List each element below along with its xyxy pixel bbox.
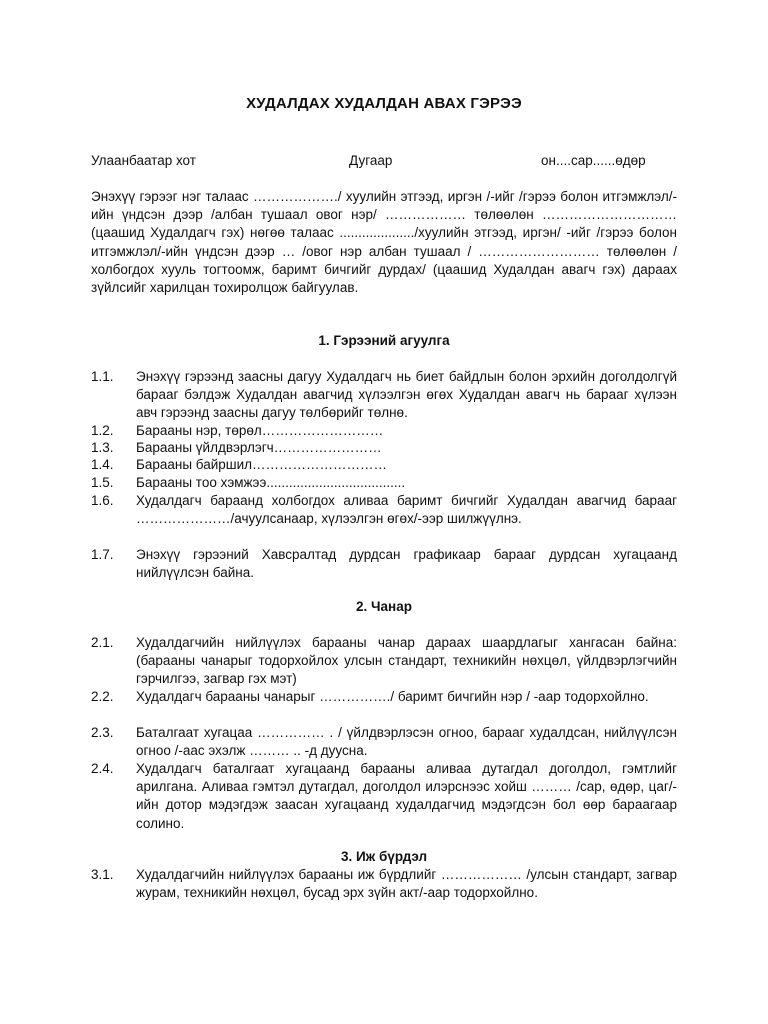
clause-item: [91, 422, 677, 440]
clause-text: Худалдагч барааны чанарыг ……………./ баримт бичгийн нэр / -аар тодорхойлно.: [136, 689, 649, 704]
clause-text: Барааны байршил…………………………: [136, 457, 388, 472]
document-title: ХУДАЛДАХ ХУДАЛДАН АВАХ ГЭРЭЭ: [246, 95, 522, 112]
clause-text: Энэхүү гэрээнд заасны дагуу Худалдагч нь биет байдлын болон эрхийн доголдолгүй барааг бэлдэж Худалдан авагчид хүлээлгэн өгөх Худалдан авагч нь барааг хүлээн авч гэрээнд заасны дагуу төлбөрийг төлнө.: [136, 369, 677, 421]
section-title: 3. Иж бүрдэл: [340, 849, 428, 864]
section-title: 2. Чанар: [356, 599, 412, 614]
clause-item: [91, 439, 677, 457]
clause-item: [91, 474, 677, 492]
clause-number: 1.3.: [91, 440, 114, 455]
clause-number: 1.5.: [91, 475, 114, 490]
clause-number: 1.4.: [91, 457, 114, 472]
clause-text: Барааны үйлдвэрлэгч……………………: [136, 440, 382, 455]
clause-item: [91, 688, 677, 706]
clause-text: Худалдагч баталгаат хугацаанд барааны аливаа дутагдал доголдол, гэмтлийг арилгана. Аливаа гэмтэл дутагдал, доголдол илэрснээс хойш ……… /сар, өдөр, цаг/-ийн дотор мэдэгдэж заасан хугацаанд худалдагчид мэдэгдсэн бол өөр бараагаар солино.: [136, 761, 677, 831]
clause-item: [91, 492, 677, 528]
clause-number: 1.6.: [91, 493, 114, 508]
clause-text: Барааны тоо хэмжээ.....................................: [136, 475, 406, 490]
clause-item: [91, 760, 677, 833]
clause-text: Энэхүү гэрээний Хавсралтад дурдсан графикаар барааг дурдсан хугацаанд нийлүүлсэн байна.: [136, 547, 677, 581]
clause-text: Баталгаат хугацаа …………… . / үйлдвэрлэсэн огноо, барааг худалдсан, нийлүүлсэн огноо /-аас эхэлж ……… .. -д дуусна.: [136, 725, 677, 759]
clause-item: [91, 456, 677, 474]
intro-paragraph: Энэхүү гэрээг нэг талаас ………………./ хуулийн этгээд, иргэн /-ийг /гэрээ болон итгэмжлэл/-ийн үндсэн дээр /албан тушаал овог нэр/ ……………… төлөөлөн ………………………… (цаашид Худалдагч гэх) нөгөө талаас ..................../хуулийн этгээд, иргэн/ -ийг /гэрээ болон итгэмжлэл/-ийн үндсэн дээр … /овог нэр албан тушаал / ……………………… төлөөлөн /холбогдох хууль тогтоомж, баримт бичгийг дурдах/ (цаашид Худалдан авагч гэх) дараах зүйлсийг харилцан тохиролцож байгуулав.: [91, 189, 677, 296]
clause-text: Худалдагч бараанд холбогдох аливаа баримт бичгийг Худалдан авагчид барааг …………………/ачуулсанаар, хүлээлгэн өгөх/-ээр шилжүүлнэ.: [136, 493, 677, 527]
header-number-label: Дугаар: [349, 153, 393, 168]
clause-item: [91, 866, 677, 902]
clause-item: [91, 546, 677, 582]
clause-number: 1.7.: [91, 547, 114, 562]
clause-number: 2.4.: [91, 761, 114, 776]
clause-text: Барааны нэр, төрөл………………………: [136, 423, 384, 438]
clause-text: Худалдагчийн нийлүүлэх барааны чанар дараах шаардлагыг хангасан байна: (барааны чанарыг тодорхойлох улсын стандарт, техникийн нөхцөл, үйлдвэрлэгчийн гэрчилгээ, загвар гэх мэт): [136, 635, 677, 687]
clause-number: 2.1.: [91, 635, 114, 650]
clause-number: 1.1.: [91, 369, 114, 384]
header-city: Улаанбаатар хот: [91, 153, 196, 168]
clause-number: 2.3.: [91, 725, 114, 740]
clause-item: [91, 368, 677, 423]
clause-item: [91, 724, 677, 760]
clause-text: Худалдагчийн нийлүүлэх барааны иж бүрдлийг ……………… /улсын стандарт, загвар журам, техникийн нөхцөл, бусад эрх зүйн акт/-аар тодорхойлно.: [136, 867, 677, 901]
clause-number: 3.1.: [91, 867, 114, 882]
header-date-label: он....сар......өдөр: [541, 153, 646, 168]
clause-number: 1.2.: [91, 423, 114, 438]
section-title: 1. Гэрээний агуулга: [318, 333, 450, 348]
clause-item: [91, 634, 677, 689]
clause-number: 2.2.: [91, 689, 114, 704]
